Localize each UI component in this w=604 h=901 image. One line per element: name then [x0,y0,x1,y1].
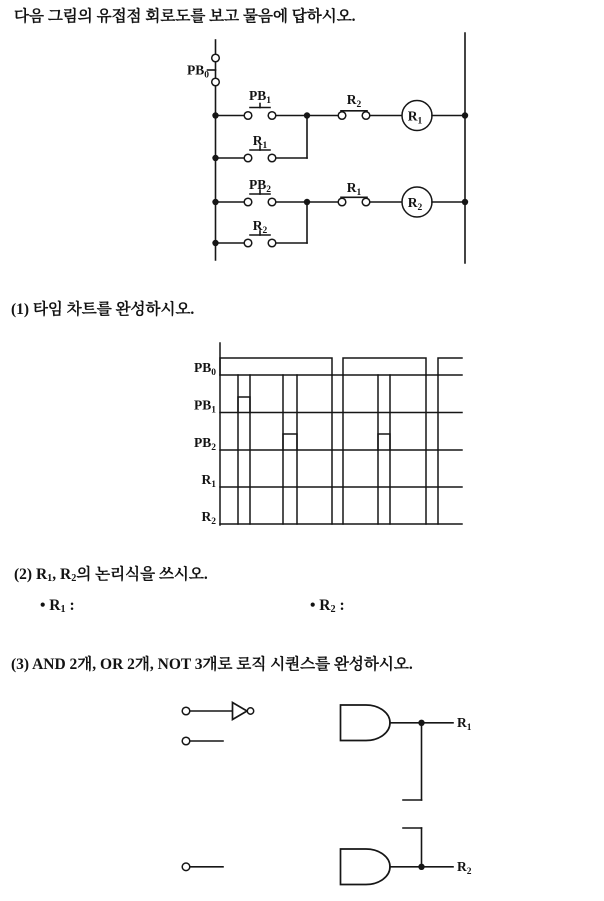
row-label-pb1: $PB_1$ [193,397,216,416]
logic-sequence-figure [182,703,472,885]
and-gate-2 [341,849,391,885]
and-gate-1-branch [341,705,472,800]
open-input-2 [182,737,223,745]
answer-blank-r1: • $R_1$ : [40,597,75,616]
junction-dot [212,112,218,118]
r2-coil-label: $R_2$ [407,195,423,213]
r2-holding-contact [244,231,276,247]
junction-dot [418,864,424,870]
r2-nc-interlock-contact [338,111,370,119]
r1-nc-interlock-contact [338,197,370,206]
r1-coil-label: $R_1$ [407,108,423,127]
not-bubble [247,708,253,714]
open-input-3 [182,863,223,871]
pb0-waveform [220,358,462,375]
question-1: (1) 타임 차트를 완성하시오. [11,301,195,318]
pb2-waveform [283,434,390,450]
r2-contact-label: $R_2$ [346,92,362,110]
pb1-label: $PB_1$ [248,88,272,106]
rung1 [216,88,466,131]
answer-blank-r2: • $R_2$ : [310,597,345,616]
input-terminal-1 [182,707,190,715]
question-3: (3) AND 2개, OR 2개, NOT 3개로 로직 시퀀스를 완성하시오. [11,656,413,673]
rung1-holding-branch [216,116,308,162]
output-label-r1: $R_1$ [457,715,472,733]
rung2-holding-branch [216,202,308,247]
page-title: 다음 그림의 유접점 회로도를 보고 물음에 답하시오. [14,8,356,25]
r1-holding-contact [244,146,276,162]
row-label-pb0: $PB_0$ [193,360,216,378]
junction-dot [212,199,218,205]
rung2 [216,177,466,217]
r1-contact-label: $R_1$ [346,180,362,198]
pb2-no-contact [244,190,276,206]
junction-dot [212,155,218,161]
and-gate-2-branch [341,828,472,885]
output-label-r2: $R_2$ [457,859,472,877]
row-label-pb2: $PB_2$ [193,435,216,453]
input-terminal-3 [182,863,190,871]
pb1-waveform [238,397,250,413]
pb2-label: $PB_2$ [248,177,272,195]
row-label-r1: $R_1$ [201,472,216,490]
r1-holding-label: $R_1$ [252,133,268,151]
timing-chart-figure [194,343,462,527]
junction-dot [462,112,468,118]
pb0-nc-pushbutton-contact [208,54,220,86]
row-label-r2: $R_2$ [201,509,216,527]
junction-dot [462,199,468,205]
question-2: (2) $R_1$, $R_2$의 논리식을 쓰시오. [14,566,208,585]
not-gate-branch [182,703,254,720]
r2-holding-label: $R_2$ [252,218,268,236]
input-terminal-2 [182,737,190,745]
not-gate [233,703,248,720]
and-gate-1 [341,705,391,741]
relay-circuit-figure [187,33,468,263]
junction-dot [212,240,218,246]
pb1-no-contact [244,104,276,120]
pb0-label: $PB_0$ [186,62,209,81]
